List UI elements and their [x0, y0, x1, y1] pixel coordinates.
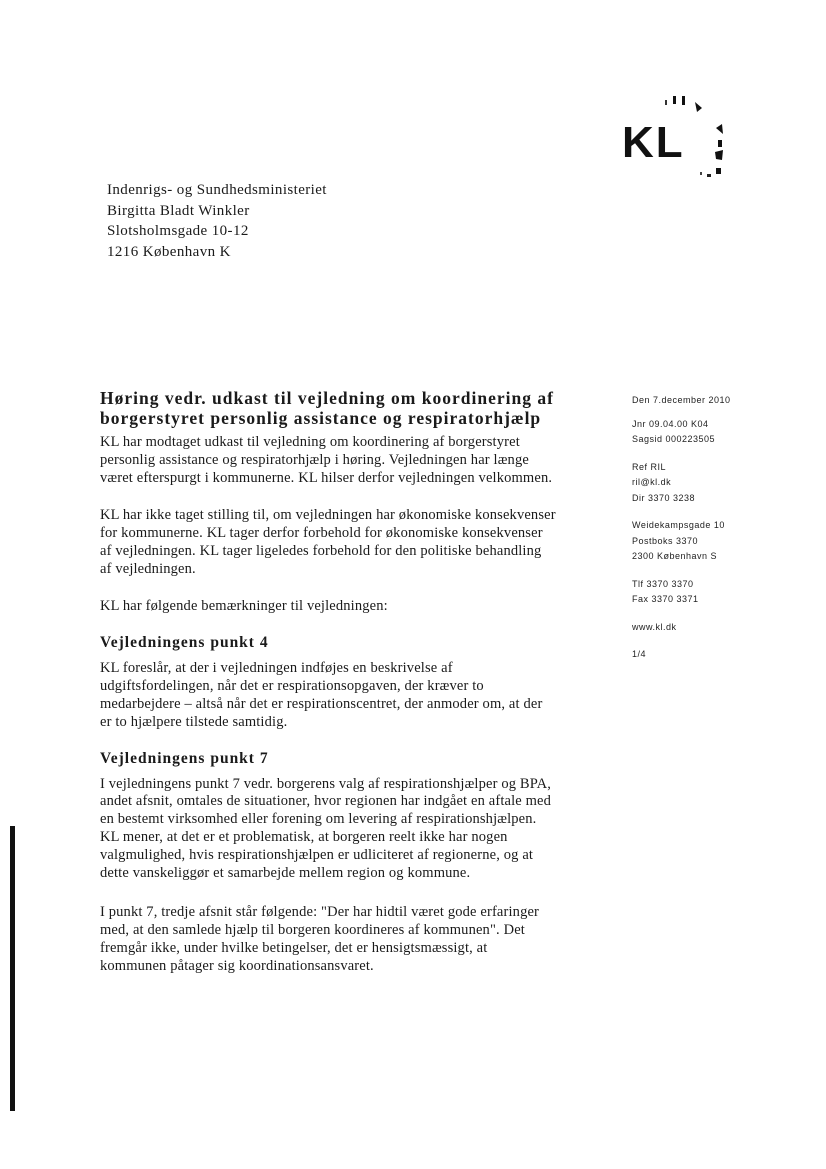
heading-punkt-7: Vejledningens punkt 7: [100, 749, 269, 767]
recipient-line: Slotsholmsgade 10-12: [107, 223, 249, 239]
text-line: KL har følgende bemærkninger til vejledningen:: [100, 597, 388, 614]
reference: Ref RIL: [632, 461, 667, 472]
email: ril@kl.dk: [632, 477, 672, 487]
street-address: Weidekampsgade 10: [632, 520, 725, 530]
kl-logo: [622, 90, 732, 185]
text-line: andet afsnit, omtales de situationer, hvor regionen har indgået en aftale med: [100, 793, 552, 810]
text-line: medarbejdere – altså når det er respirationscentret, der anmoder om, at der: [100, 695, 543, 712]
text-line: udgiftsfordelingen, når det er respirationsopgaven, der kræver to: [100, 678, 484, 695]
text-line: en bestemt virksomhed eller forening om levering af respirationshjælpen.: [100, 811, 537, 828]
letter-date: Den 7.december 2010: [632, 395, 731, 405]
page-number: 1/4: [632, 649, 647, 659]
text-line: fremgår ikke, under hvilke betingelser, det er hensigtsmæssigt, at: [100, 939, 488, 956]
title-line: Høring vedr. udkast til vejledning om koordinering af: [100, 388, 554, 408]
text-line: KL mener, at det er et problematisk, at borgeren reelt ikke har nogen: [100, 828, 508, 845]
case-id: Sagsid 000223505: [632, 434, 716, 444]
text-line: dette vanskeliggør et samarbejde mellem region og kommune.: [100, 864, 471, 881]
text-line: er to hjælpere tilstede samtidig.: [100, 713, 288, 730]
letter-body: [100, 388, 600, 976]
recipient-line: 1216 København K: [107, 243, 231, 260]
text-line: KL har ikke taget stilling til, om vejledningen har økonomiske konsekvenser: [100, 507, 556, 524]
city: 2300 København S: [632, 551, 718, 561]
fax: Fax 3370 3371: [632, 594, 699, 604]
title-line: borgerstyret personlig assistance og respiratorhjælp: [100, 408, 542, 428]
text-line: kommunen påtager sig koordinationsansvaret.: [100, 957, 374, 974]
paragraph-remarks-intro: [100, 598, 600, 616]
text-line: været efterspurgt i kommunerne. KL hilser derfor vejledningen velkommen.: [100, 469, 553, 486]
text-line: KL har modtaget udkast til vejledning om koordinering af borgerstyret: [100, 434, 520, 450]
logo-text: KL: [622, 118, 685, 167]
phone: Tlf 3370 3370: [632, 578, 694, 589]
text-line: KL foreslår, at der i vejledningen indføjes en beskrivelse af: [100, 660, 453, 677]
direct-phone: Dir 3370 3238: [632, 492, 696, 503]
text-line: for kommunerne. KL tager derfor forbehold for økonomiske konsekvenser: [100, 525, 543, 542]
recipient-line: Indenrigs- og Sundhedsministeriet: [107, 182, 327, 198]
text-line: personlig assistance og respiratorhjælp i høring. Vejledningen har længe: [100, 451, 529, 468]
text-line: af vejledningen.: [100, 560, 196, 577]
paragraph-reservations: [100, 507, 600, 578]
paragraph-punkt-4: [100, 660, 600, 731]
paragraph-punkt-7: [100, 776, 600, 883]
paragraph-intro: [100, 434, 600, 487]
paragraph-punkt-7-third: [100, 904, 600, 975]
text-line: med, at den samlede hjælp til borgeren koordineres af kommunen". Det: [100, 922, 525, 939]
recipient-address: [107, 180, 327, 262]
journal-number: Jnr 09.04.00 K04: [632, 418, 709, 429]
text-line: af vejledningen. KL tager ligeledes forbehold for den politiske behandling: [100, 542, 542, 559]
text-line: I punkt 7, tredje afsnit står følgende: "Der har hidtil været gode erfaringer: [100, 904, 540, 921]
letter-title: [100, 388, 600, 428]
text-line: valgmulighed, hvis respirationshjælpen er udliciteret af regionerne, og at: [100, 846, 534, 863]
postbox: Postboks 3370: [632, 535, 699, 546]
scan-edge-bar: [10, 826, 15, 1111]
text-line: I vejledningens punkt 7 vedr. borgerens valg af respirationshjælper og BPA,: [100, 775, 552, 792]
recipient-line: Birgitta Bladt Winkler: [107, 202, 250, 219]
website: www.kl.dk: [632, 621, 677, 632]
sender-info-sidebar: [632, 393, 802, 663]
heading-punkt-4: Vejledningens punkt 4: [100, 634, 269, 652]
